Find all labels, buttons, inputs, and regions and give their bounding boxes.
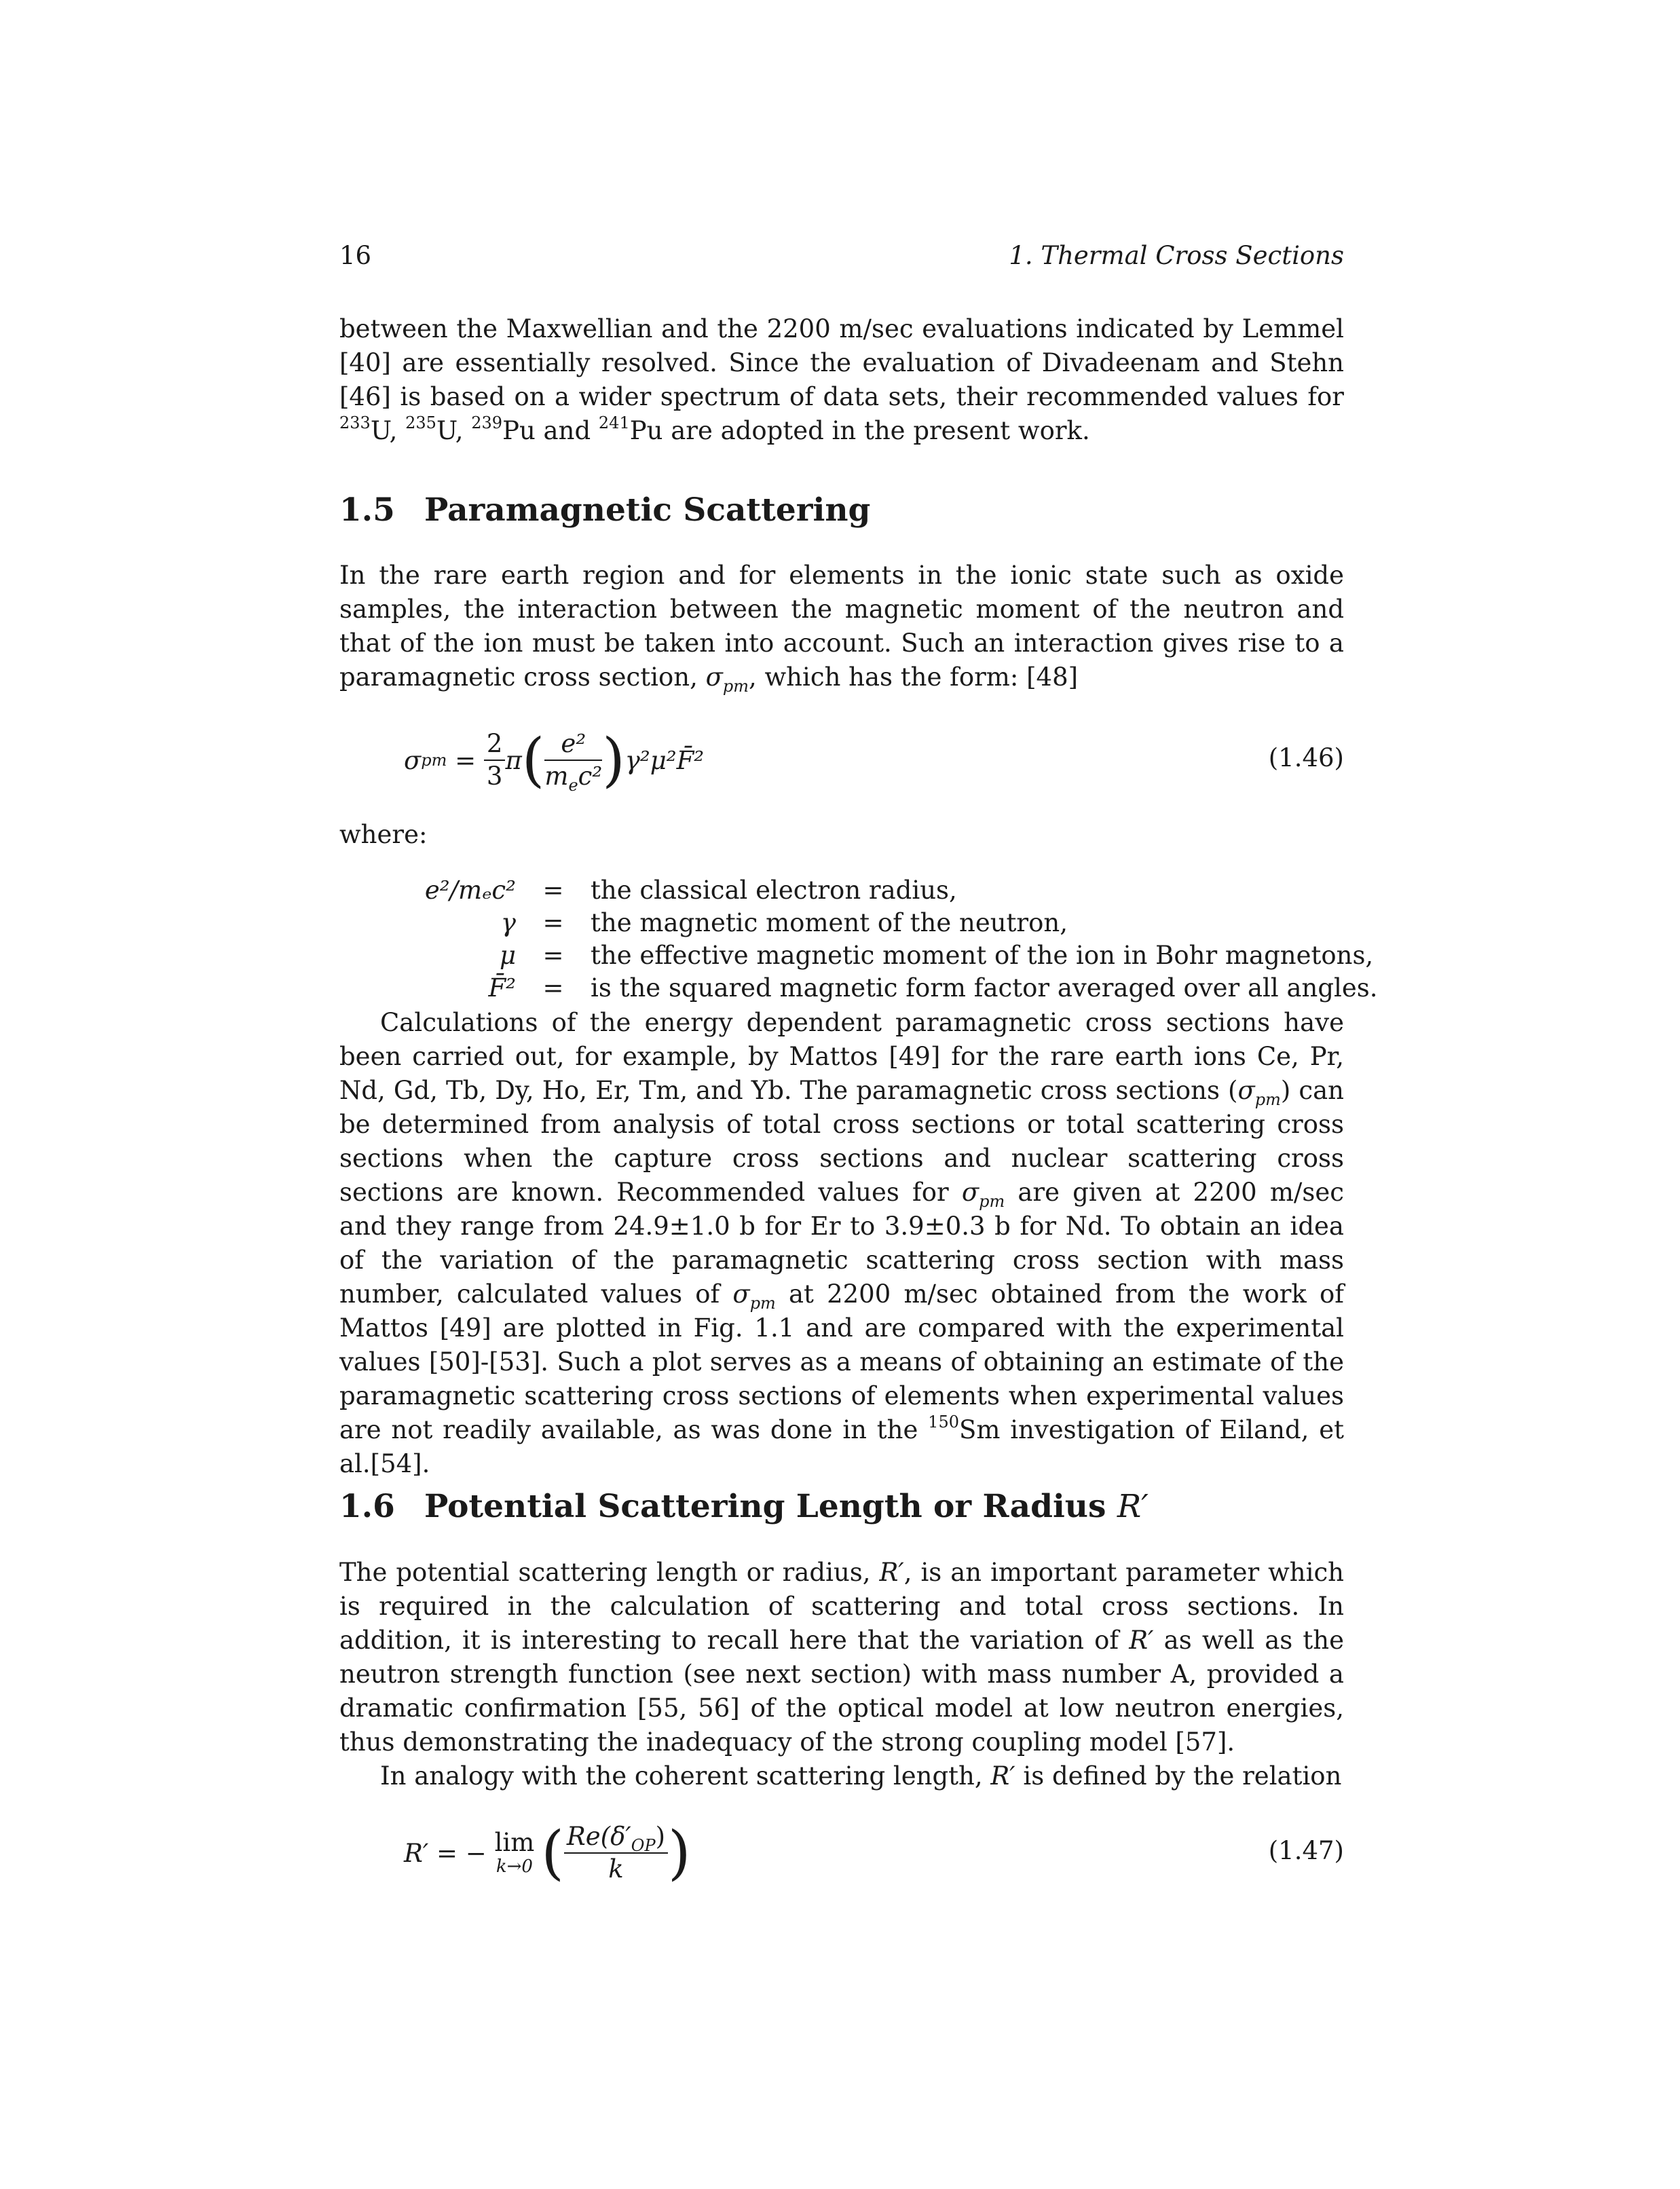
fraction-electron-radius: $\frac{\text{e²}}{m_ec^2}$ [544,729,603,795]
intro-paragraph: between the Maxwellian and the 2200 m/sec evaluations indicated by Lemmel [40] are essentially resolved. Since the evaluation of Divadeenam and Stehn [46] is based on a wider spectrum of data sets, their recommended values for $^{233}$U, $^{235}$U, $^{239}$Pu and $^{241}$Pu are adopted in the present work. [339,314,1344,445]
fraction-two-thirds: $\frac{2}{3}$ [484,728,506,792]
section-number: 1.6 [339,1488,395,1525]
paramagnetic-intro-paragraph: In the rare earth region and for elements in the ionic state such as oxide samples, the interaction between the magnetic moment of the neutron and that of the ion must be taken into account. Such an interaction gives rise to a paramagnetic cross section, $\sigma_{pm}$, which has the form: [48] [339,561,1344,696]
definition-row: γ = the magnetic moment of the neutron, [500,908,1068,937]
equation-number: (1.47) [1268,1836,1344,1865]
limit-operator: lim k→0 [494,1828,535,1877]
fraction-re-delta-over-k: $\frac{Re(\delta'_{OP})}{k}$ [564,1821,668,1885]
definition-row: F̄² = is the squared magnetic form factor averaged over all angles. [488,973,1378,1003]
equation-1-46: σ pm = $\frac{2}{3}$ π ( $\frac{\text{e²}}{m_ec^2}$ ) γ²μ²F̄² (1.46) [404,726,1344,795]
equation-1-47: R′ = − lim k→0 ( $\frac{Re(\delta'_{OP})}{k}$ ) (1.47) [404,1819,1344,1887]
potential-scattering-paragraph: The potential scattering length or radius, R′, is an important parameter which is required in the calculation of scattering and total cross sections. In addition, it is interesting to recall here that the variation of R′ as well as the neutron strength function (see next section) with mass number A, provided a dramatic confirmation [55, 56] of the optical model at low neutron energies, thus demonstrating the inadequacy of the strong coupling model [57]. In analogy with the coherent scattering length, R′ is defined by the relation [339,1558,1345,1791]
definitions-list [380,874,1378,1005]
where-label: where: [339,820,428,849]
section-title: Paramagnetic Scattering [424,491,871,529]
definition-row: e²/mₑc² = the classical electron radius, [424,876,957,905]
page-header [339,239,1344,273]
section-title: Potential Scattering Length or Radius [424,1488,1117,1525]
page-number: 16 [339,241,372,270]
section-heading-1-6 [339,1486,1344,1527]
section-number: 1.5 [339,491,395,529]
section-heading-1-5 [339,490,1344,531]
section-title-symbol: R′ [1117,1488,1149,1525]
definition-row: μ = the effective magnetic moment of the ion in Bohr magnetons, [499,941,1374,970]
running-title: 1. Thermal Cross Sections [1009,241,1344,270]
equation-number: (1.46) [1268,743,1344,772]
paramagnetic-calculation-paragraph: Calculations of the energy dependent paramagnetic cross sections have been carried out, for example, by Mattos [49] for the rare earth ions Ce, Pr, Nd, Gd, Tb, Dy, Ho, Er, Tm, and Yb. The paramagnetic cross sections $(\sigma_{pm})$ can be determined from analysis of total cross sections or total scattering cross sections when the capture cross sections and nuclear scattering cross sections are known. Recommended values for $\sigma_{pm}$ are given at 2200 m/sec and they range from 24.9±1.0 b for Er to 3.9±0.3 b for Nd. To obtain an idea of the variation of the paramagnetic scattering cross section with mass number, calculated values of $\sigma_{pm}$ at 2200 m/sec obtained from the work of Mattos [49] are plotted in Fig. 1.1 and are compared with the experimental values [50]-[53]. Such a plot serves as a means of obtaining an estimate of the paramagnetic scattering cross sections of elements when experimental values are not readily available, as was done in the $^{150}$Sm investigation of Eiland, et al.[54]. [339,1008,1345,1478]
